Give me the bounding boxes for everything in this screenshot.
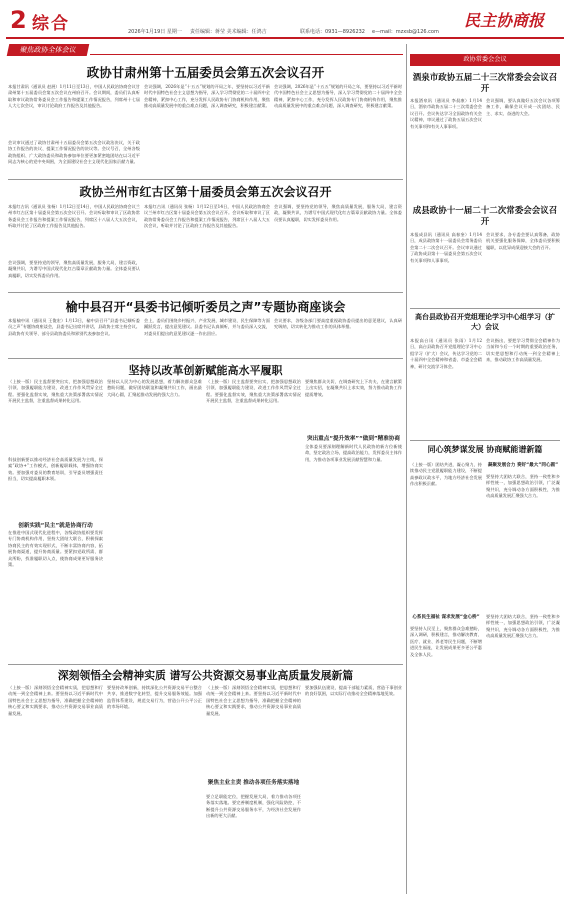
masthead-logo: 民主协商报 bbox=[464, 11, 545, 30]
article-body: （上接一版）深刻领悟全会精神实质，把思想和行动统一到全会精神上来。要坚持以习近平新时代中国特色社会主义思想为指导，准确把握全会精神的核心要义和实践要求，推动公共资源交易事业高质量发展。 bbox=[8, 685, 103, 716]
article-headline: 政协兰州市红古区第十届委员会第五次会议召开 bbox=[79, 185, 332, 199]
article-body: 本报成县讯（通讯员 高春奎）1月14日，成县政协第十一届委员会常务委员会第二十二次会议召开。会议审议通过了政协成县第十一届委员会第五次会议有关事项和人事事项。 bbox=[410, 232, 482, 263]
article-subheading: 创新实践“民主”就是协商行动 bbox=[18, 523, 93, 529]
page-number: 2 bbox=[10, 6, 27, 34]
article-body: 要坚持改革创新，持续深化公共资源交易平台整合共享，推进数字化转型，提升交易服务效能。加强监管体系建设，规范交易行为，营造公开公平公正的市场环境。 bbox=[107, 685, 202, 710]
article-body: 全体委员要深刻理解新时代人民政协的新方位新使命，坚定政治立场，提高政治能力，发挥委员主体作用，为推动各项事业发展贡献智慧和力量。 bbox=[305, 444, 402, 462]
article-subheading: 聚焦主业主责 推动各项任务落实落地 bbox=[207, 780, 300, 786]
article-subheading: 凝聚发展合力 奏好“最大”同心圆” bbox=[487, 463, 559, 468]
article-body: 要聚焦群众关切，在调查研究上下功夫，在建言献策上出实招，在凝聚共识上求实效，努力推动政协工作提质增效。 bbox=[305, 379, 402, 397]
article-subheading: 突出重点“提升效率”“做到”精准协商 bbox=[306, 436, 401, 442]
article-body: 要坚持大团结大联合，坚持一致性和多样性统一，加强思想政治引领，广泛凝聚共识，充分调动各方面积极性，为推动高质量发展汇聚强大合力。 bbox=[486, 614, 560, 639]
left-banner-label: 聚焦政协全体会议 bbox=[7, 44, 90, 56]
page-header bbox=[0, 0, 570, 40]
article-body: 会议要求，各级各部门要高度重视政协委员提出的意见建议，认真研究吸纳，切实转化为推动工作的具体举措。 bbox=[274, 318, 402, 330]
divider bbox=[8, 664, 403, 665]
article-body: 会上，委员们围绕乡村振兴、产业发展、城市建设、民生保障等方面踊跃发言，提出意见建议。县委书记认真倾听，并与委员深入交流，对委员们提出的意见建议逐一作出回应。 bbox=[144, 318, 270, 336]
article-body: （上接一版）团结共进，凝心聚力，持续推动民主党派履职能力建设，不断提高参政议政水平，为地方经济社会发展作出积极贡献。 bbox=[410, 462, 482, 487]
article-body: 本报甘肃讯（通讯员 赵展）1月11日至13日，中国人民政治协商会议甘肃州第十五届委员会第五次会议在州府召开。会议期间，委员们认真听取和审议政协常务委员会工作报告和提案工作情况报告，列席州十七届人大七次会议，审议讨论政府工作报告及其他报告。 bbox=[8, 84, 140, 109]
article-body: 本报红古讯（通讯员 张杨）1月12日至14日，中国人民政治协商会议兰州市红古区第十届委员会第五次会议召开。会议听取和审议了区政协常务委员会工作报告和提案工作情况报告，列席区十八届人大五次会议，听取并讨论了区政府工作报告及其他报告。 bbox=[8, 204, 140, 229]
article-body: 会议审议通过了政协甘肃州十五届委员会第五次会议政治决议，关于政协工作报告的决议、提案工作情况报告的决议等。会议号召，全州各级政协组织、广大政协委员和政协参加单位要更加紧密地团结在以习近平同志为核心的党中央周围，为全面建设社会主义现代化国家贡献力量。 bbox=[8, 140, 140, 165]
divider bbox=[8, 179, 403, 180]
article-body: 要立足职能定位，把握发展大局，着力推动各项任务落实落地。要完善制度机制，强化风险防控，不断提升公共资源交易服务水平，为经济社会发展作出新的更大贡献。 bbox=[206, 794, 301, 819]
article-body: 在推进中国式现代化进程中，各级政协组织要发挥专门协商机构作用，坚持大团结大联合，积极探索协商民主的有效实现形式，不断丰富协商内容，拓展协商渠道，提升协商质量。要紧扣党政所需、群众所盼，找准履职切入点，使协商成果更好服务决策。 bbox=[8, 530, 103, 568]
article-body: 本报榆中讯（通讯员 王俊宏）1月13日，榆中县召开“县委书记倾听委员之声”专题协商座谈会，县委书记出席并讲话，县政协主席主持会议。县政协有关领导、部分县政协委员和界别代表参加会议。 bbox=[8, 318, 140, 336]
article-body: 会议强调，2026年是“十五五”规划的开局之年，要坚持以习近平新时代中国特色社会主义思想为指导，深入学习贯彻党的二十届四中全会精神，紧扣中心工作，充分发挥人民政协专门协商机构作用，聚焦推动高质量发展中的重点难点问题，深入调查研究，积极建言献策。 bbox=[274, 84, 402, 109]
article-subheading: 心系民生福祉 谋求发展“金心桥” bbox=[412, 615, 480, 620]
article-headline: 榆中县召开“县委书记倾听委员之声”专题协商座谈会 bbox=[65, 300, 346, 314]
right-section-banner: 政协常委会会议 bbox=[410, 54, 560, 66]
divider bbox=[8, 358, 403, 359]
section-name: 综合 bbox=[32, 14, 70, 34]
article-body: （上接一版）民主监督要突出实，把加强思想政治引领、加强履职能力建设、改进工作作风贯穿全过程。要强化监督实效，聚焦重大决策部署落实情况开展民主监督，注重监督成果转化运用。 bbox=[206, 379, 301, 404]
divider bbox=[8, 292, 403, 293]
left-banner-rule bbox=[90, 54, 403, 55]
article-body: 坚持以人民为中心的发展思想，着力解决群众急难愁盼问题，做好团结联谊和凝聚共识工作，画出最大同心圆，汇聚起推动发展的强大合力。 bbox=[107, 379, 202, 397]
article-body: （上接一版）深刻领悟全会精神实质，把思想和行动统一到全会精神上来。要坚持以习近平新时代中国特色社会主义思想为指导，准确把握全会精神的核心要义和实践要求，推动公共资源交易事业高质量发展。 bbox=[206, 685, 301, 716]
editor-line: 责任编辑：蒋莹 美术编辑：任鸿吉 bbox=[190, 29, 267, 35]
article-body: 要坚持人民至上，聚焦群众急难愁盼，深入调研，积极建言，推动解决教育、医疗、就业、养老等民生问题，不断增进民生福祉，让发展成果更多更公平惠及全体人民。 bbox=[410, 626, 482, 657]
phone-line: 联系电话：0931—8926232 bbox=[300, 29, 365, 35]
date-line: 2026年1月19日 星期一 bbox=[128, 29, 182, 35]
article-body: 会议强调，要坚持党的领导，聚焦高质量发展，服务大局，建言资政，凝聚共识，为谱写中国式现代化红古篇章贡献政协力量。全体委员要认真履职，切实发挥委员作用。 bbox=[274, 204, 402, 222]
article-body: 会议强调，要认真做好五次会议各项筹备工作，确保会议开成一次团结、民主、求实、奋进的大会。 bbox=[486, 98, 560, 116]
article-body: 本报高台讯（通讯员 张雨）1月12日，高台县政协召开党组理论学习中心组学习（扩大）会议，传达学习党的二十届四中全会精神和省委、市委全会精神，研讨交流学习体会。 bbox=[410, 338, 482, 369]
email-line: e—mail：mzxsb@126.com bbox=[372, 29, 439, 35]
article-headline: 同心筑梦谋发展 协商赋能谱新篇 bbox=[427, 445, 543, 454]
divider bbox=[410, 308, 560, 309]
header-rule bbox=[6, 37, 564, 39]
article-body: 会议强调，要坚持党的领导，聚焦高质量发展，服务大局，建言资政，凝聚共识，为谱写中国式现代化红古篇章贡献政协力量。全体委员要认真履职，切实发挥委员作用。 bbox=[8, 260, 140, 278]
article-body: 要加强队伍建设，提高干部能力素质，营造干事创业的良好氛围，以实际行动推动全会精神落地见效。 bbox=[305, 685, 402, 697]
left-section-banner bbox=[8, 44, 403, 56]
article-body: 要坚持大团结大联合，坚持一致性和多样性统一，加强思想政治引领，广泛凝聚共识，充分调动各方面积极性，为推动高质量发展汇聚强大合力。 bbox=[486, 474, 560, 499]
article-body: 本报红古讯（通讯员 张杨）1月12日至14日，中国人民政治协商会议兰州市红古区第十届委员会第五次会议召开。会议听取和审议了区政协常务委员会工作报告和提案工作情况报告，列席区十八届人大五次会议，听取并讨论了区政府工作报告及其他报告。 bbox=[144, 204, 270, 229]
column-divider bbox=[406, 44, 407, 894]
article-headline: 酒泉市政协五届二十三次常委会会议召开 bbox=[412, 73, 558, 94]
article-headline: 成县政协十一届二十二次常委会会议召开 bbox=[412, 206, 558, 227]
article-body: 本报酒泉讯（通讯员 李叔康）1月14日，酒泉市政协五届二十三次常委会会议召开。会议传达学习全国政协有关会议精神，审议通过了政协五届五次会议有关事项和有关人事事项。 bbox=[410, 98, 482, 129]
article-body: （上接一版）民主监督要突出实，把加强思想政治引领、加强履职能力建设、改进工作作风贯穿全过程。要强化监督实效，聚焦重大决策部署落实情况开展民主监督，注重监督成果转化运用。 bbox=[8, 379, 103, 404]
divider bbox=[410, 440, 560, 441]
article-headline: 高台县政协召开党组理论学习中心组学习（扩大）会议 bbox=[415, 313, 555, 331]
article-body: 会议指出，要把学习贯彻全会精神作为当前和今后一个时期的重要政治任务，切实把思想和行动统一到全会精神上来，推动政协工作高质量发展。 bbox=[486, 338, 560, 363]
article-headline: 政协甘肃州第十五届委员会第五次会议召开 bbox=[86, 65, 325, 80]
article-headline: 深刻领悟全会精神实质 谱写公共资源交易事业高质量发展新篇 bbox=[57, 669, 354, 682]
article-body: 科技创新要以推动经济社会高质量发展为主线，探索“政协+”工作模式，创新履职载体，增强协商实效。要加强对委员的教育培训，引导委员增强责任担当，切实提高履职本领。 bbox=[8, 457, 103, 482]
article-body: 会议要求，各专委会要认真筹备，政协机关要强化服务保障，全体委员要积极履职，以优异成绩迎接大会的召开。 bbox=[486, 232, 560, 250]
article-headline: 坚持以改革创新赋能高水平履职 bbox=[128, 364, 283, 377]
article-body: 会议强调，2026年是“十五五”规划的开局之年，要坚持以习近平新时代中国特色社会主义思想为指导，深入学习贯彻党的二十届四中全会精神，紧扣中心工作，充分发挥人民政协专门协商机构作用，聚焦推动高质量发展中的重点难点问题，深入调查研究，积极建言献策。 bbox=[144, 84, 270, 109]
